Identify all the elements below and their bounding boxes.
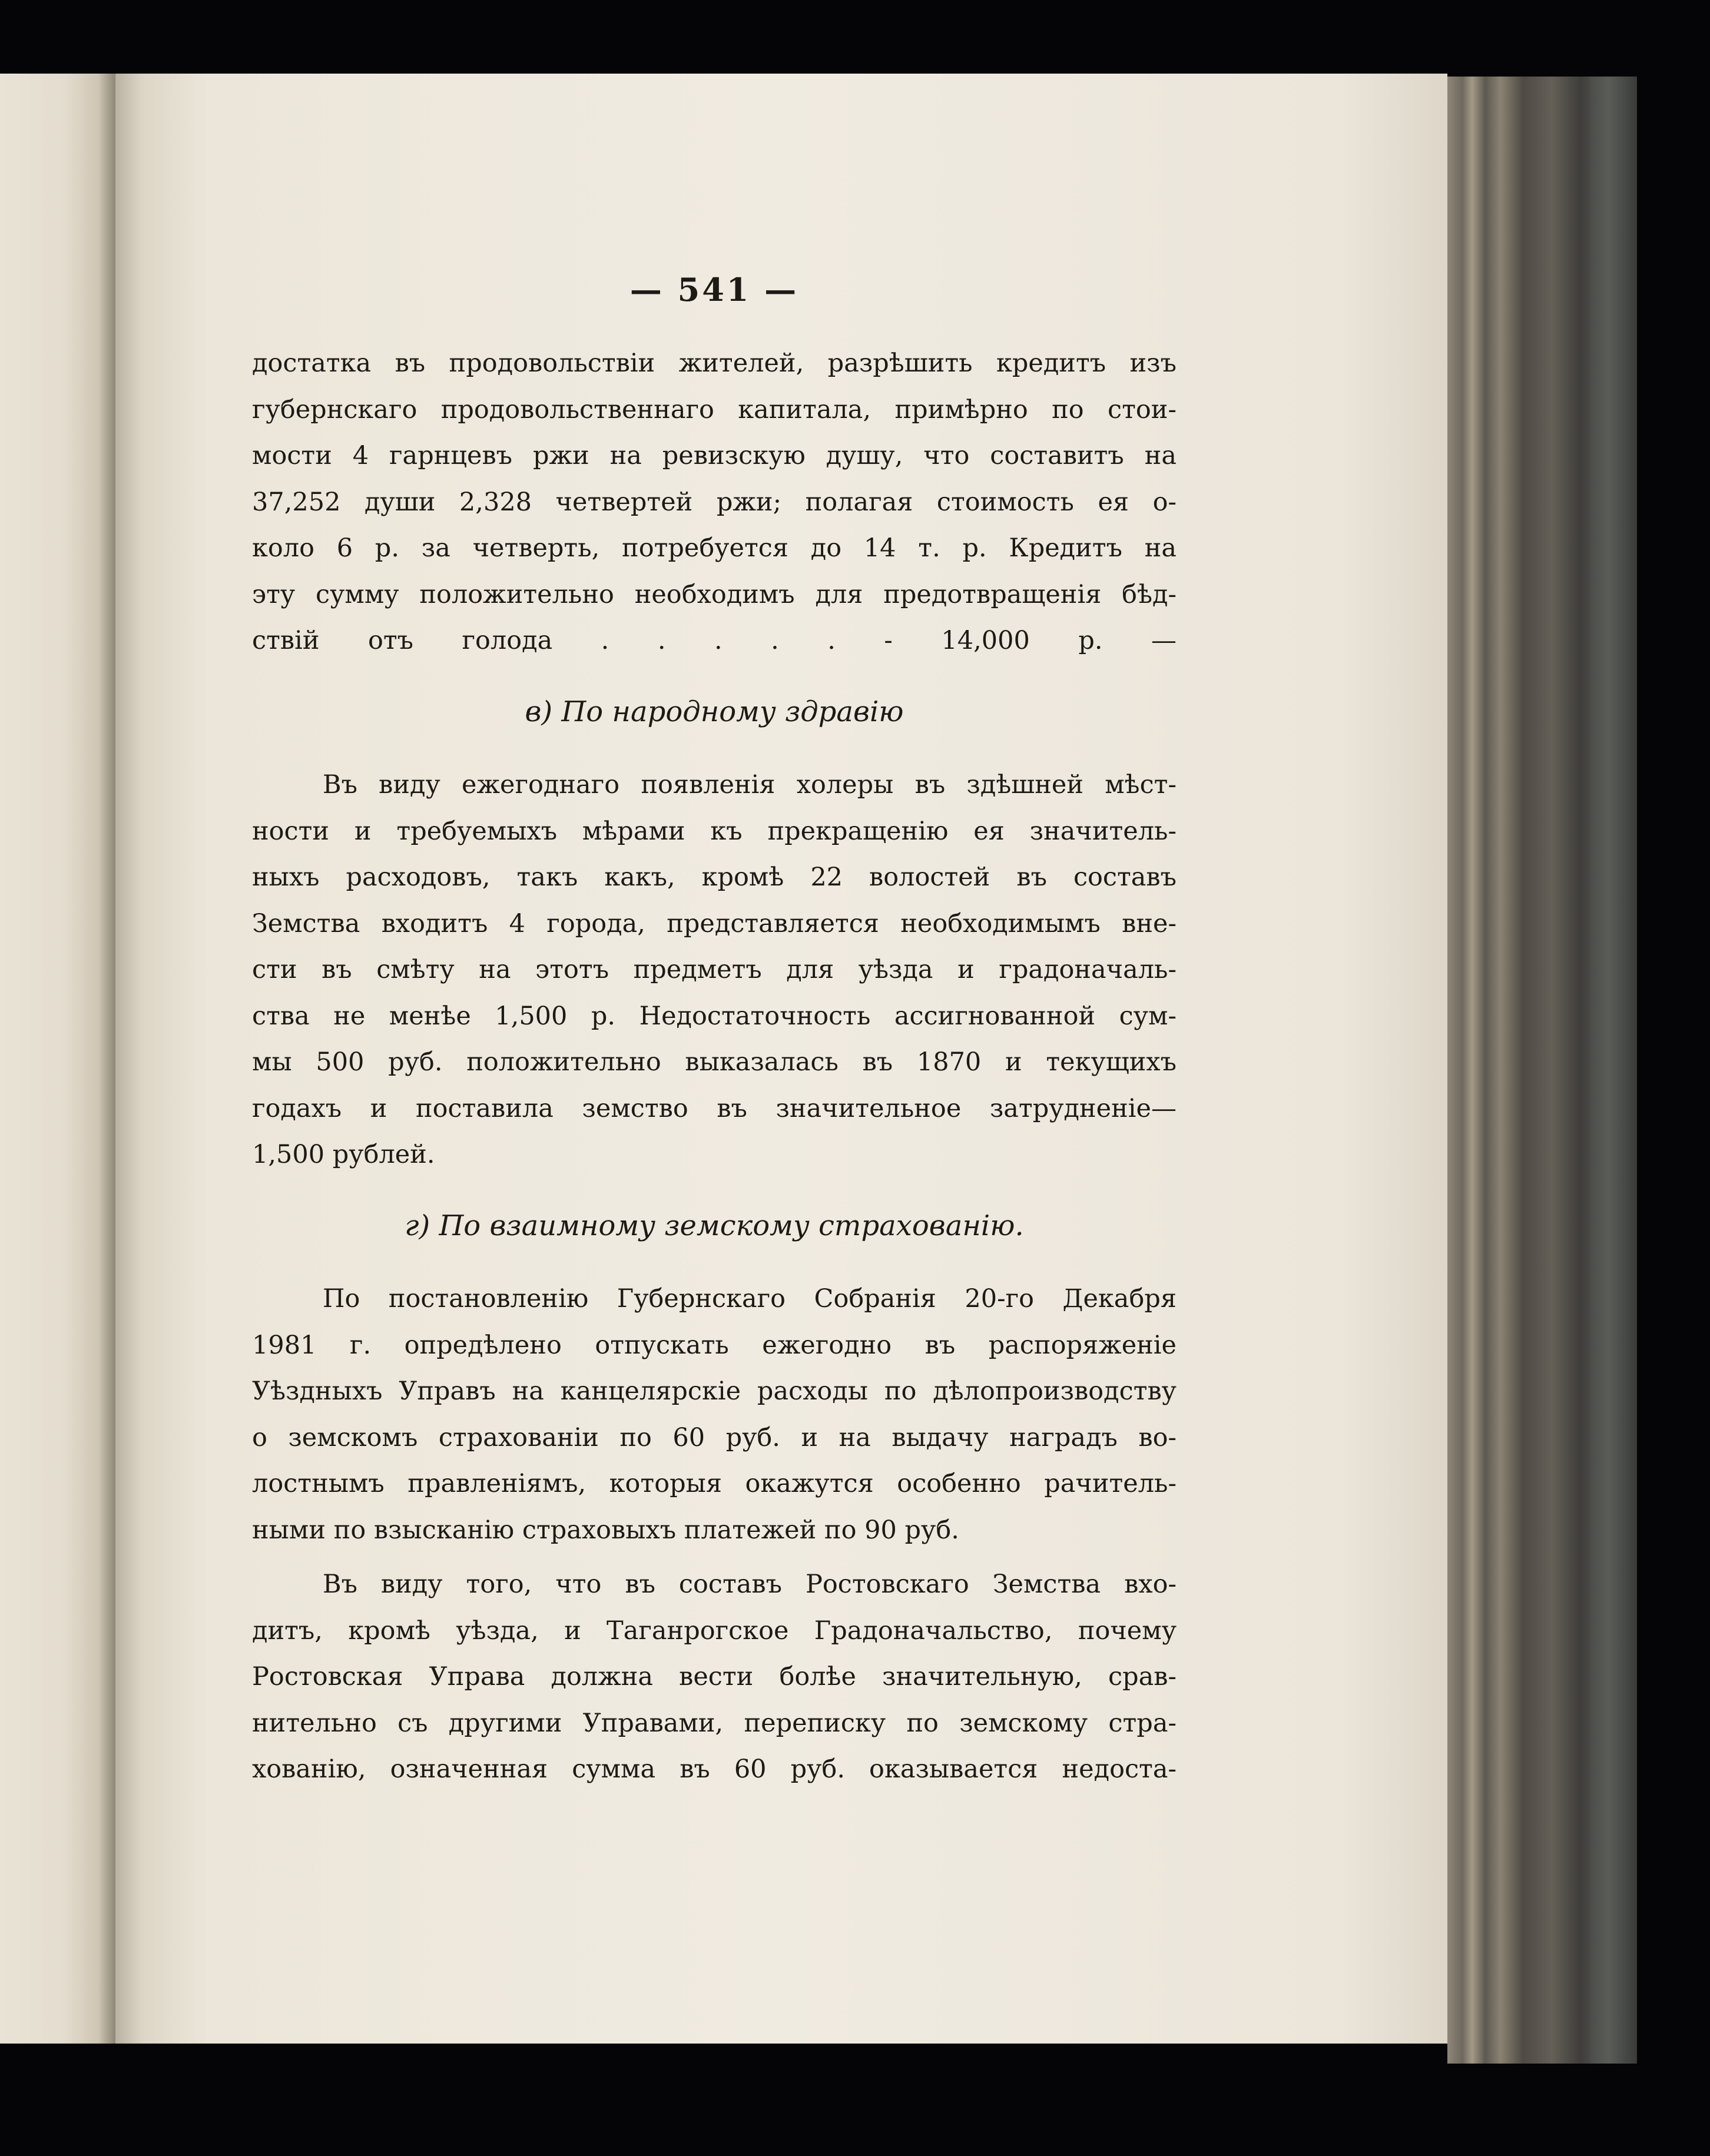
text-line: ства не менѣе 1,500 р. Недостаточность ассигнованной сум-	[252, 1001, 1177, 1031]
text-line: достатка въ продовольствіи жителей, разрѣшить кредитъ изъ	[252, 349, 1177, 378]
text-line: Ростовская Управа должна вести болѣе значительную, срав-	[252, 1662, 1177, 1691]
section-heading-public-health: в) По народному здравію	[525, 695, 904, 728]
text-line: ныхъ расходовъ, такъ какъ, кромѣ 22 волостей въ составъ	[252, 863, 1177, 892]
text-line: о земскомъ страхованіи по 60 руб. и на выдачу наградъ во-	[252, 1422, 1177, 1452]
text-line: годахъ и поставила земство въ значительное затрудненіе—	[252, 1093, 1177, 1123]
text-line: мости 4 гарнцевъ ржи на ревизскую душу, что составитъ на	[252, 441, 1177, 470]
text-line: нительно съ другими Управами, переписку по земскому стра-	[252, 1708, 1177, 1738]
text-line: лостнымъ правленіямъ, которыя окажутся особенно рачитель-	[252, 1469, 1177, 1498]
text-line: Въ виду того, что въ составъ Ростовскаго Земства вхо-	[323, 1570, 1177, 1599]
text-line: ствій отъ голода . . . . . - 14,000 р. —	[252, 626, 1177, 655]
text-line: 1981 г. опредѣлено отпускать ежегодно въ распоряженіе	[252, 1330, 1177, 1360]
text-line: ными по взысканію страховыхъ платежей по 90 руб.	[252, 1515, 959, 1545]
page-number: — 541 —	[629, 271, 799, 309]
text-line: ности и требуемыхъ мѣрами къ прекращенію ея значитель-	[252, 816, 1177, 846]
left-facing-page	[0, 74, 115, 2044]
text-line: 37,252 души 2,328 четвертей ржи; полагая стоимость ея о-	[252, 487, 1177, 517]
text-line: сти въ смѣту на этотъ предметъ для уѣзда и градоначаль-	[252, 955, 1177, 984]
book-cover-edge	[1590, 77, 1637, 2064]
text-line: губернскаго продовольственнаго капитала, примѣрно по стои-	[252, 394, 1177, 424]
text-line: коло 6 р. за четверть, потребуется до 14 т. р. Кредитъ на	[252, 533, 1177, 563]
text-line: По постановленію Губернскаго Собранія 20-го Декабря	[323, 1284, 1177, 1313]
text-line: хованію, означенная сумма въ 60 руб. оказывается недоста-	[252, 1754, 1177, 1784]
paragraph-public-health	[252, 762, 1177, 1178]
paragraph-food-credit	[252, 340, 1177, 664]
text-line: эту сумму положительно необходимъ для предотвращенія бѣд-	[252, 579, 1177, 609]
text-line: Въ виду ежегоднаго появленія холеры въ здѣшней мѣст-	[323, 770, 1177, 800]
page-text	[252, 271, 1177, 1793]
text-line: мы 500 руб. положительно выказалась въ 1870 и текущихъ	[252, 1047, 1177, 1077]
text-line: 1,500 рублей.	[252, 1140, 435, 1169]
paragraph-rostov-zemstvo	[252, 1561, 1177, 1793]
paragraph-insurance-resolution	[252, 1276, 1177, 1553]
section-heading-insurance: г) По взаимному земскому страхованію.	[405, 1209, 1024, 1242]
text-line: Уѣздныхъ Управъ на канцелярскіе расходы по дѣлопроизводству	[252, 1376, 1177, 1406]
text-line: дитъ, кромѣ уѣзда, и Таганрогское Градоначальство, почему	[252, 1616, 1177, 1646]
text-line: Земства входитъ 4 города, представляется необходимымъ вне-	[252, 908, 1177, 938]
